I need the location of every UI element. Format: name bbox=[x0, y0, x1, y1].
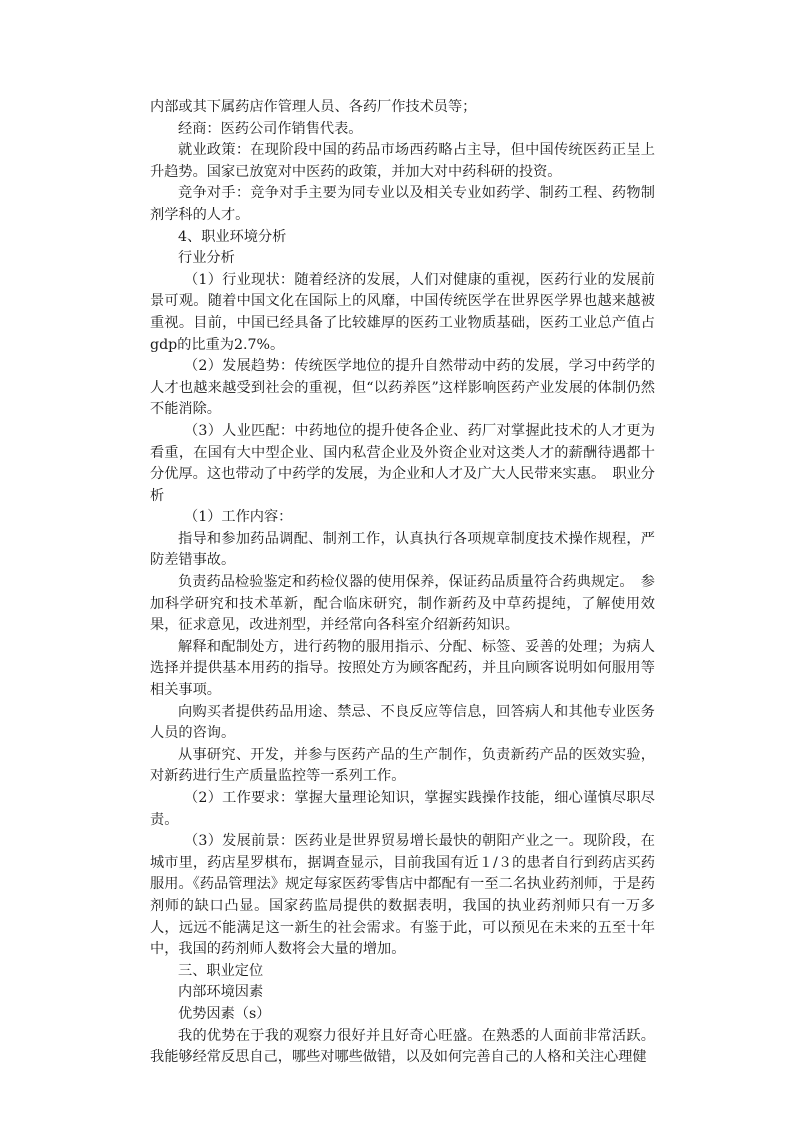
paragraph-industry-status: （1）行业现状：随着经济的发展，人们对健康的重视，医药行业的发展前景可观。随着中国文化在国际上的风靡，中国传统医学在世界医学界也越来越被重视。目前，中国已经具备了比较雄厚的医药工业物质基础，医药工业总产值占gdp的比重为2.7%。 bbox=[150, 271, 655, 353]
paragraph-buyer-information: 向购买者提供药品用途、禁忌、不良反应等信息，回答病人和其他专业医务人员的咨询。 bbox=[150, 703, 655, 742]
subheading-strengths: 优势因素（s） bbox=[178, 1005, 271, 1022]
document-body bbox=[150, 97, 655, 1069]
paragraph-business: 经商：医药公司作销售代表。 bbox=[178, 120, 363, 137]
section-heading-career-positioning: 三、职业定位 bbox=[178, 962, 264, 979]
paragraph-my-strengths: 我的优势在于我的观察力很好并且好奇心旺盛。在熟悉的人面前非常活跃。我能够经常反思自己，哪些对哪些做错，以及如何完善自己的人格和关注心理健 bbox=[150, 1027, 655, 1066]
subheading-work-content: （1）工作内容： bbox=[184, 509, 293, 526]
paragraph-intro-line: 内部或其下属药店作管理人员、各药厂作技术员等； bbox=[150, 99, 477, 115]
paragraph-prescriptions: 解释和配制处方，进行药物的服用指示、分配、标签、妥善的处理；为病人选择并提供基本用药的指导。按照处方为顾客配药，并且向顾客说明如何服用等相关事项。 bbox=[150, 638, 655, 699]
paragraph-guidance-dispensing: 指导和参加药品调配、制剂工作，认真执行各项规章制度技术操作规程，严防差错事故。 bbox=[150, 530, 655, 569]
paragraph-development-trend: （2）发展趋势：传统医学地位的提升自然带动中药的发展，学习中药学的人才也越来越受到社会的重视，但“以药养医”这样影响医药产业发展的体制仍然不能消除。 bbox=[150, 358, 655, 418]
paragraph-person-industry-match: （3）人业匹配：中药地位的提升使各企业、药厂对掌握此技术的人才更为看重，在国有大中型企业、国内私营企业及外资企业对这类人才的薪酬待遇都十分优厚。这也带动了中药学的发展，为企业和人才及广大人民带来实惠。 职业分析 bbox=[150, 422, 655, 504]
paragraph-employment-policy: 就业政策：在现阶段中国的药品市场西药略占主导，但中国传统医药正呈上升趋势。国家已放宽对中医药的政策，并加大对中药科研的投资。 bbox=[150, 142, 655, 180]
subheading-internal-factors: 内部环境因素 bbox=[178, 984, 264, 1001]
paragraph-competitors: 竞争对手：竞争对手主要为同专业以及相关专业如药学、制药工程、药物制剂学科的人才。 bbox=[150, 185, 655, 223]
paragraph-drug-testing: 负责药品检验鉴定和药检仪器的使用保养，保证药品质量符合药典规定。 参加科学研究和技术革新，配合临床研究，制作新药及中草药提纯，了解使用效果，征求意见，改进剂型，并经常向各科室介绍新药知识。 bbox=[150, 574, 655, 634]
section-heading-environment: 4、职业环境分析 bbox=[178, 228, 287, 245]
paragraph-development-prospects: （3）发展前景：医药业是世界贸易增长最快的朝阳产业之一。现阶段，在城市里，药店星罗棋布，据调查显示，目前我国有近１/３的患者自行到药店买药服用。《药品管理法》规定每家医药零售店中都配有一至二名执业药剂师，于是药剂师的缺口凸显。国家药监局提供的数据表明，我国的执业药剂师只有一万多人，远远不能满足这一新生的社会需求。有鉴于此，可以预见在未来的五至十年中，我国的药剂师人数将会大量的增加。 bbox=[150, 833, 655, 958]
paragraph-work-requirements: （2）工作要求：掌握大量理论知识，掌握实践操作技能，细心谨慎尽职尽责。 bbox=[150, 790, 655, 828]
paragraph-research-development: 从事研究、开发，并参与医药产品的生产制作，负责新药产品的医效实验，对新药进行生产质量监控等一系列工作。 bbox=[150, 746, 655, 785]
subheading-industry-analysis: 行业分析 bbox=[178, 250, 235, 267]
